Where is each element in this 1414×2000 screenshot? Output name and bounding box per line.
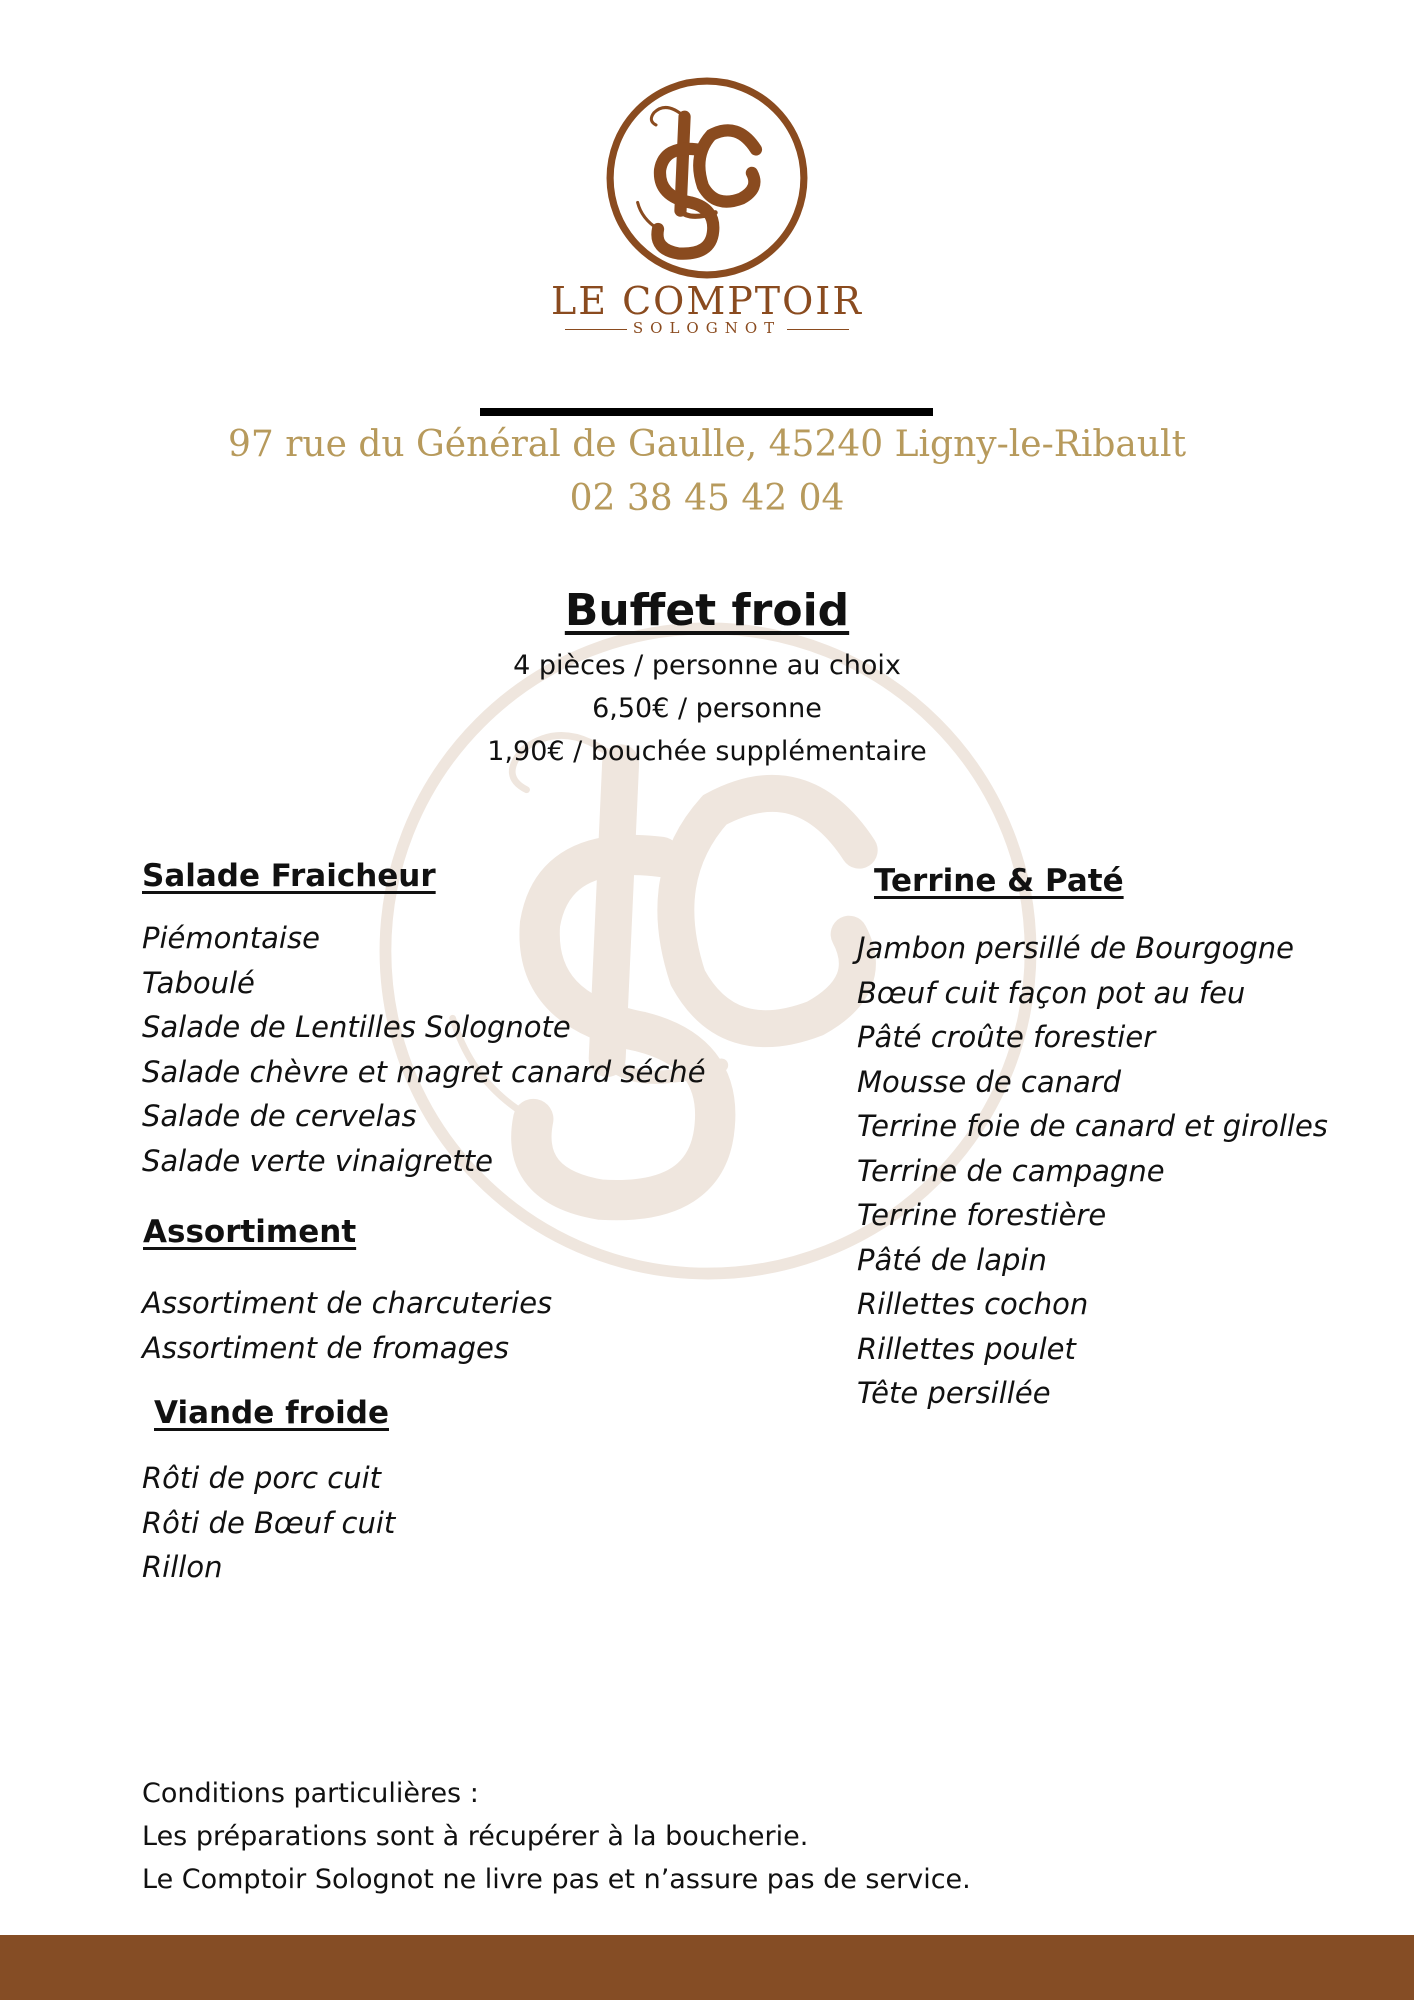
brand-subname-row [0, 318, 1414, 338]
list-terrine [857, 926, 1328, 1416]
phone-number: 02 38 45 42 04 [569, 478, 845, 519]
conditions-block [142, 1772, 971, 1901]
section-heading-viande: Viande froide [154, 1395, 389, 1431]
address: 97 rue du Général de Gaulle, 45240 Ligny-le-Ribault [227, 424, 1187, 465]
footer-bar [0, 1935, 1414, 2000]
list-item: Rillettes poulet [857, 1331, 1076, 1366]
list-item: Taboulé [142, 965, 255, 1000]
list-assortiment [142, 1281, 552, 1370]
list-item: Pâté croûte forestier [857, 1020, 1156, 1054]
list-item: Terrine de campagne [857, 1153, 1165, 1188]
divider [480, 408, 933, 416]
menu-subline: 1,90€ / bouchée supplémentaire [487, 736, 927, 767]
list-viande [142, 1456, 395, 1590]
conditions-line: Les préparations sont à récupérer à la boucherie. [142, 1821, 809, 1852]
brand-name: LE COMPTOIR [551, 279, 863, 323]
list-item: Rillettes cochon [857, 1287, 1089, 1321]
brand-subname: SOLOGNOT [632, 319, 782, 337]
section-heading-terrine: Terrine & Paté [874, 863, 1124, 899]
list-item: Rôti de porc cuit [142, 1461, 381, 1495]
page-title: Buffet froid [564, 585, 850, 636]
list-item: Assortiment de fromages [142, 1330, 509, 1365]
list-item: Salade de Lentilles Solognote [142, 1010, 571, 1044]
list-item: Terrine forestière [857, 1198, 1107, 1232]
list-item: Rôti de Bœuf cuit [142, 1505, 396, 1540]
list-item: Terrine foie de canard et girolles [857, 1109, 1328, 1143]
list-item: Salade verte vinaigrette [142, 1143, 494, 1178]
menu-subline: 6,50€ / personne [592, 693, 822, 724]
list-item: Salade de cervelas [142, 1099, 417, 1133]
section-heading-salade: Salade Fraicheur [142, 858, 436, 894]
lcs-monogram-icon [605, 76, 809, 280]
list-item: Jambon persillé de Bourgogne [857, 931, 1295, 965]
list-item: Mousse de canard [857, 1064, 1122, 1099]
menu-subline: 4 pièces / personne au choix [513, 650, 901, 681]
list-item: Salade chèvre et magret canard séché [142, 1054, 706, 1089]
conditions-line: Le Comptoir Solognot ne livre pas et n’assure pas de service. [142, 1864, 971, 1895]
list-item: Assortiment de charcuteries [142, 1286, 553, 1320]
conditions-title: Conditions particulières : [142, 1778, 479, 1809]
divider [565, 329, 627, 330]
list-item: Bœuf cuit façon pot au feu [857, 975, 1246, 1010]
list-item: Pâté de lapin [857, 1242, 1047, 1277]
list-item: Piémontaise [142, 921, 320, 955]
divider [787, 329, 849, 330]
section-heading-assortiment: Assortiment [143, 1214, 357, 1250]
list-item: Rillon [142, 1550, 223, 1584]
list-item: Tête persillée [857, 1376, 1051, 1410]
list-salade [142, 916, 706, 1183]
